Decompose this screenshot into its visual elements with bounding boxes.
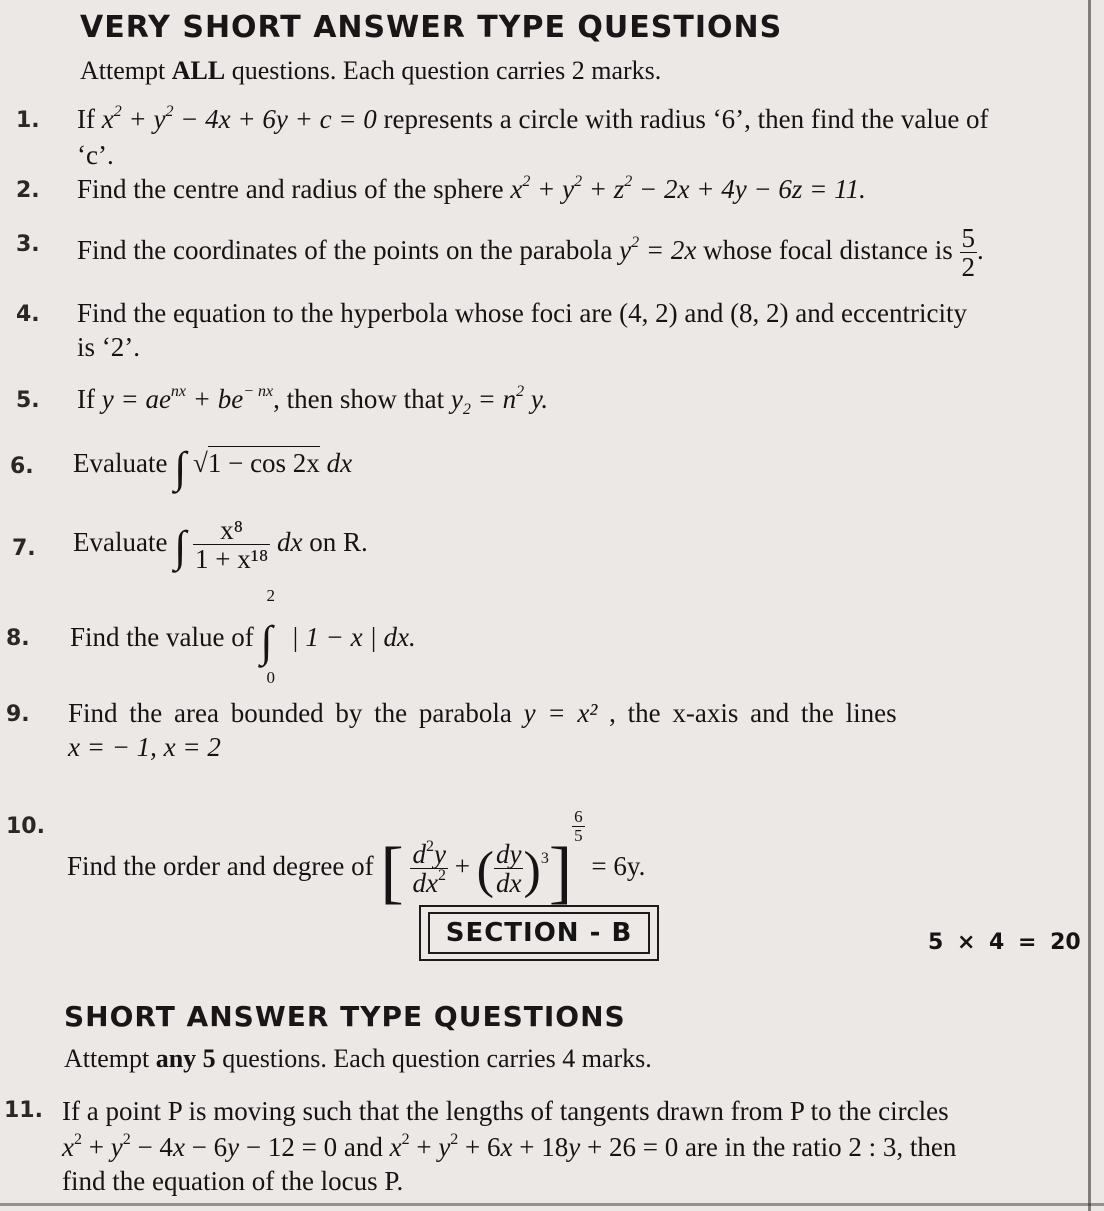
question-number: 2.: [16, 178, 40, 203]
question-4: Find the equation to the hyperbola whose foci are (4, 2) and (8, 2) and eccentricity: [77, 298, 967, 328]
fraction: $\frac{d^2y}{dx^2}$: [412, 837, 446, 899]
question-8: Find the value of 2 ∫ 0 | 1 − x | dx.: [70, 586, 416, 687]
question-number: 7.: [12, 536, 36, 561]
section-a-heading: VERY SHORT ANSWER TYPE QUESTIONS: [80, 10, 783, 45]
question-3: Find the coordinates of the points on the parabola $y^2 = 2x$ whose focal distance is $\frac{5}{2}$ .: [77, 223, 984, 283]
definite-integral: 2 ∫ 0: [260, 586, 275, 687]
equation: $y_2 = n^2$ y.: [450, 383, 549, 418]
question-9: Find the area bounded by the parabola y = x² , the x-axis and the lines: [68, 698, 897, 728]
question-number: 8.: [6, 626, 30, 651]
fraction: $\frac{dy}{dx}$: [496, 838, 522, 899]
question-6: Evaluate ∫ √1 − cos 2x dx: [73, 443, 353, 492]
question-number: 3.: [16, 232, 40, 257]
question-10: Find the order and degree of [ $\frac{d^2y}{dx^2}$ + ( $\frac{dy}{dx}$ )$^3$] $\frac{6}{5}$ = 6y.: [67, 807, 646, 911]
fraction: $\frac{5}{2}$: [961, 223, 975, 283]
question-number: 1.: [16, 108, 40, 133]
section-b-badge: SECTION - B: [428, 912, 650, 954]
question-number: 4.: [16, 302, 40, 327]
question-number: 11.: [4, 1098, 43, 1123]
question-1-line2: ‘c’.: [77, 140, 114, 170]
equation: $y^2 = 2x$: [619, 234, 697, 266]
integral-sign: ∫: [174, 443, 187, 492]
fraction: $\frac{\text{x⁸}}{\text{1 + x¹⁸}}$: [195, 515, 269, 575]
question-7: Evaluate ∫ $\frac{\text{x⁸}}{\text{1 + x¹⁸}}$ dx on R.: [73, 515, 368, 575]
question-11-line2: $x^2 + y^2 - 4x - 6y - 12 = 0$ and $x^2 + y^2 + 6x + 18y + 26 = 0$ are in the ratio 2 : 3, then: [62, 1131, 957, 1162]
exponent-fraction: $\frac{6}{5}$: [574, 807, 583, 845]
equation: $x^2 + y^2 - 4x + 6y + c = 0$: [101, 103, 377, 134]
question-number: 10.: [6, 814, 45, 839]
sqrt: √1 − cos 2x: [193, 448, 320, 478]
integral-sign: ∫: [174, 522, 187, 572]
question-5: If $y = ae^{nx} + be^{- nx}$, then show that $y_2 = n^2$ y.: [77, 383, 549, 418]
question-1: If $x^2 + y^2 - 4x + 6y + c = 0$ represents a circle with radius ‘6’, then find the value of: [77, 103, 989, 134]
equation: $y = ae^{nx} + be^{- nx}$: [101, 383, 274, 414]
question-11-line1: If a point P is moving such that the lengths of tangents drawn from P to the circles: [62, 1096, 949, 1126]
question-number: 5.: [16, 388, 40, 413]
page-edge-right: [1088, 0, 1091, 1211]
section-b-instruction: Attempt any 5 questions. Each question carries 4 marks.: [64, 1044, 652, 1073]
equation: $x^2 + y^2 + z^2 - 2x + 4y - 6z = 11$.: [510, 173, 866, 204]
question-11-line3: find the equation of the locus P.: [62, 1166, 404, 1196]
question-number: 9.: [6, 702, 30, 727]
section-b-marks: 5 × 4 = 20: [928, 930, 1081, 955]
question-2: Find the centre and radius of the sphere $x^2 + y^2 + z^2 - 2x + 4y - 6z = 11$.: [77, 173, 866, 204]
question-4-line2: is ‘2’.: [77, 332, 140, 362]
section-b-heading: SHORT ANSWER TYPE QUESTIONS: [64, 1000, 626, 1033]
section-a-instruction: Attempt ALL questions. Each question carries 2 marks.: [80, 56, 662, 85]
question-9-line2: x = − 1, x = 2: [68, 732, 221, 762]
page-edge-bottom: [0, 1203, 1104, 1206]
question-number: 6.: [10, 454, 34, 479]
